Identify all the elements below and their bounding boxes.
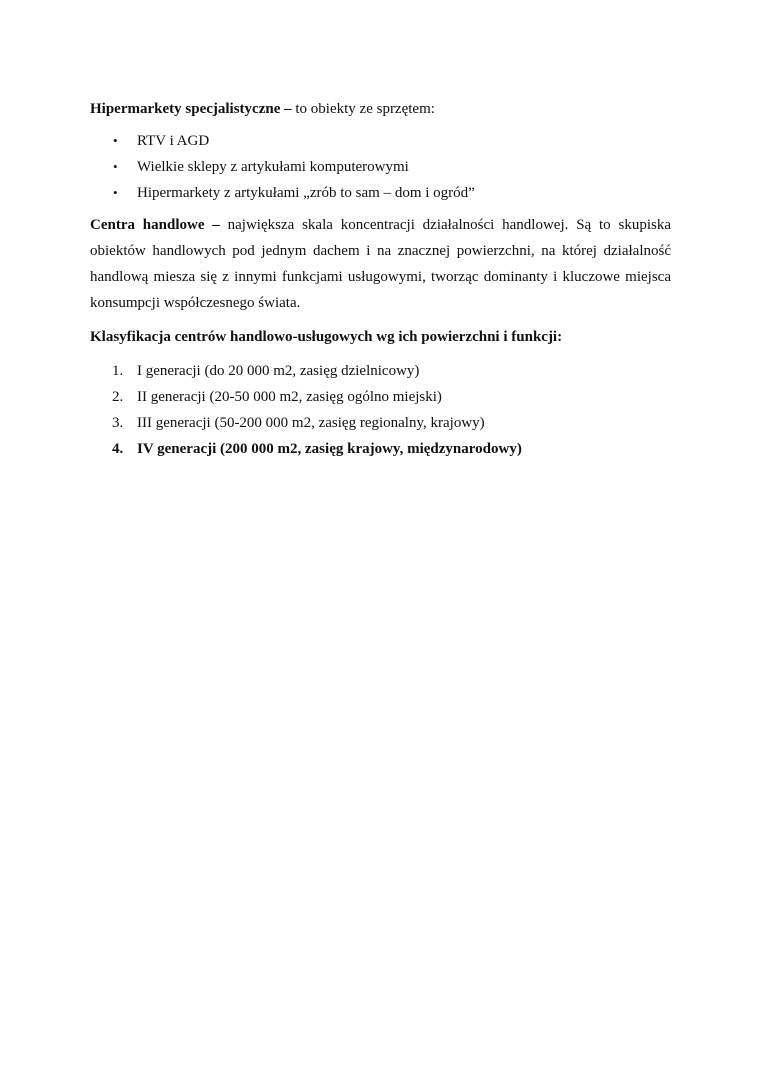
centra-text: największa skala koncentracji działalności handlowej. Są to skupiska obiektów handlowych pod jednym dachem i na znacznej powierzchni, na której działalność handlową miesza się z innymi funkcjami usługowymi, tworząc dominanty i kluczowe miejsca konsumpcji współczesnego świata. <box>90 217 671 311</box>
list-item <box>90 180 671 206</box>
bullet-icon: • <box>113 185 118 200</box>
list-number: 1. <box>112 363 124 379</box>
intro-term: Hipermarkety specjalistyczne – <box>90 101 292 117</box>
intro-paragraph <box>90 96 671 122</box>
list-item-text: III generacji (50-200 000 m2, zasięg regionalny, krajowy) <box>137 415 485 431</box>
centra-term: Centra handlowe – <box>90 217 220 233</box>
list-item <box>90 154 671 180</box>
generations-list <box>90 358 671 462</box>
list-item <box>90 128 671 154</box>
document-page <box>90 96 671 462</box>
classification-heading: Klasyfikacja centrów handlowo-usługowych wg ich powierzchni i funkcji: <box>90 329 563 345</box>
list-item <box>90 358 671 384</box>
list-item <box>90 436 671 462</box>
list-item-text: IV generacji (200 000 m2, zasięg krajowy, międzynarodowy) <box>137 441 522 457</box>
list-item <box>90 410 671 436</box>
list-item-text: I generacji (do 20 000 m2, zasięg dzielnicowy) <box>137 363 420 379</box>
centra-paragraph <box>90 212 671 316</box>
equipment-list <box>90 128 671 206</box>
list-item-text: II generacji (20-50 000 m2, zasięg ogólno miejski) <box>137 389 442 405</box>
list-number: 3. <box>112 415 124 431</box>
bullet-icon: • <box>113 133 118 148</box>
bullet-icon: • <box>113 159 118 174</box>
list-item-text: Hipermarkety z artykułami „zrób to sam – dom i ogród” <box>137 185 475 201</box>
list-item-text: Wielkie sklepy z artykułami komputerowymi <box>137 159 409 175</box>
list-number: 4. <box>112 441 124 457</box>
intro-text: to obiekty ze sprzętem: <box>291 101 435 117</box>
list-item-text: RTV i AGD <box>137 133 210 149</box>
list-number: 2. <box>112 389 124 405</box>
list-item <box>90 384 671 410</box>
